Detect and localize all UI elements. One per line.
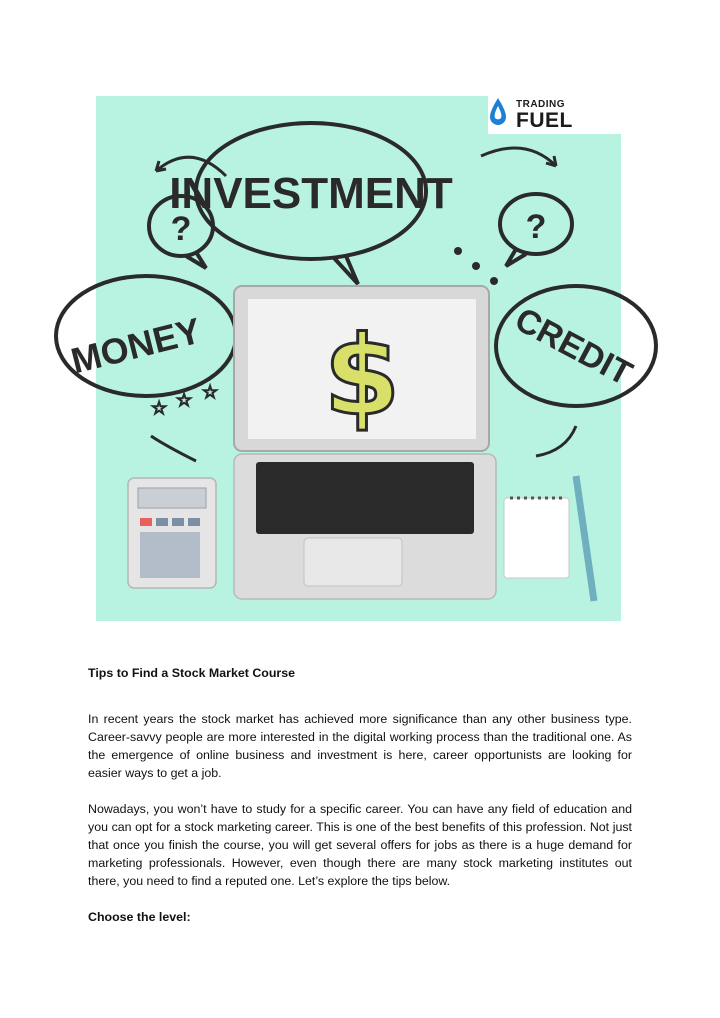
arrow-icon — [151, 436, 196, 461]
laptop-trackpad — [304, 538, 402, 586]
dollar-icon: $ — [323, 312, 401, 440]
arrow-icon — [481, 148, 556, 166]
paragraph-2: Nowadays, you won’t have to study for a specific career. You can have any field of education and you can opt for a stock marketing career. This is one of the best benefits of this profession. Not just that once you finish the course, you will get several offers for jobs as there is a huge demand for marketing professionals. However, even though there are many stock marketing institutes out there, you need to find a reputed one. Let’s explore the tips below. — [88, 802, 632, 888]
fuel-drop-icon — [488, 96, 508, 126]
notepad — [504, 498, 569, 578]
logo-line-1: TRADING — [516, 98, 566, 110]
question-mark-left: ? — [170, 210, 192, 248]
paragraph-1: In recent years the stock market has achieved more significance than any other business type. Career-savvy people are more interested in the digital working process than the traditional one. As the emergence of online business and investment is here, career opportunists are looking for easier ways to get a job. — [88, 712, 632, 780]
money-word: MONEY — [66, 309, 205, 382]
hero-image — [66, 96, 639, 621]
logo-line-2: FUEL — [516, 108, 573, 132]
article-body — [88, 664, 632, 926]
arrow-icon — [536, 426, 576, 456]
star-icon: ☆ — [151, 398, 168, 419]
investment-illustration — [66, 96, 639, 621]
laptop-keyboard — [256, 462, 474, 534]
star-icon: ☆ — [176, 390, 193, 411]
star-icon: ☆ — [202, 382, 219, 403]
article-title: Tips to Find a Stock Market Course — [88, 666, 296, 680]
trading-fuel-logo — [488, 96, 621, 134]
question-mark-right: ? — [525, 208, 547, 246]
pencil — [576, 476, 594, 601]
investment-word: INVESTMENT — [169, 169, 453, 218]
credit-word: CREDIT — [508, 300, 639, 394]
section-subheading: Choose the level: — [88, 910, 191, 924]
